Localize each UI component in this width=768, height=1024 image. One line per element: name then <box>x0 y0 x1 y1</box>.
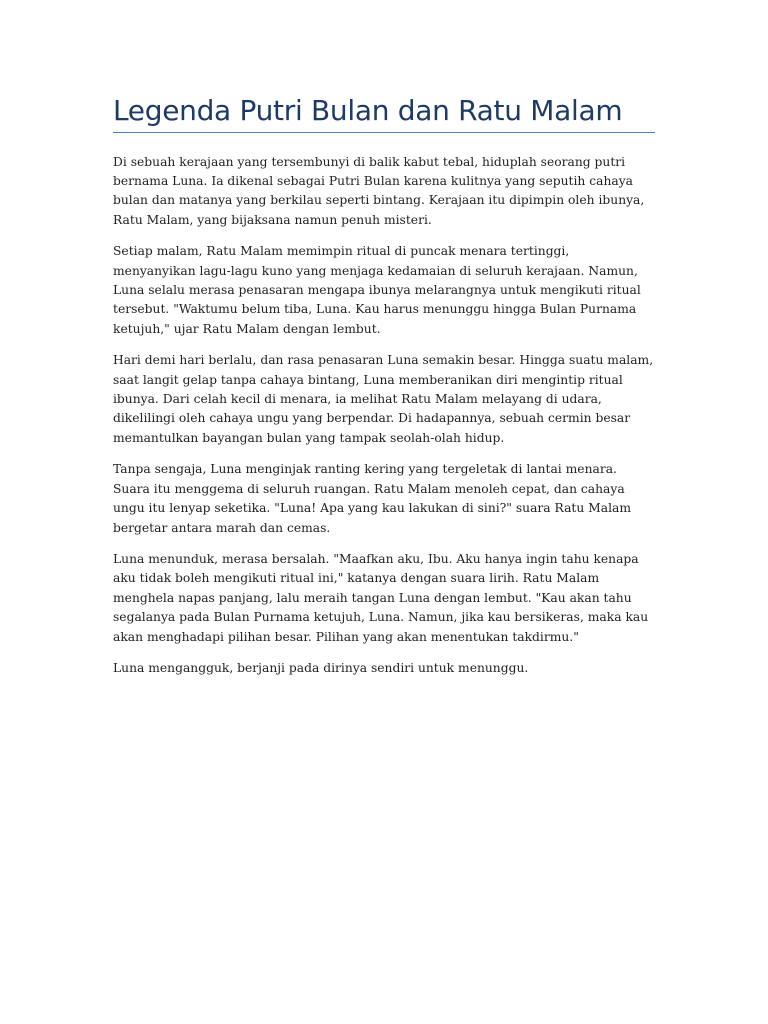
paragraph: Tanpa sengaja, Luna menginjak ranting kering yang tergeletak di lantai menara. Suara itu menggema di seluruh ruangan. Ratu Malam menoleh cepat, dan cahaya ungu itu lenyap seketika. "Luna! Apa yang kau lakukan di sini?" suara Ratu Malam bergetar antara marah dan cemas. <box>113 462 632 535</box>
paragraph: Luna menunduk, merasa bersalah. "Maafkan aku, Ibu. Aku hanya ingin tahu kenapa aku tidak boleh mengikuti ritual ini," katanya dengan suara lirih. Ratu Malam menghela napas panjang, lalu meraih tangan Luna dengan lembut. "Kau akan tahu segalanya pada Bulan Purnama ketujuh, Luna. Namun, jika kau bersikeras, maka kau akan menghadapi pilihan besar. Pilihan yang akan menentukan takdirmu." <box>113 551 649 644</box>
paragraph: Setiap malam, Ratu Malam memimpin ritual di puncak menara tertinggi, menyanyikan lagu-lagu kuno yang menjaga kedamaian di seluruh kerajaan. Namun, Luna selalu merasa penasaran mengapa ibunya melarangnya untuk mengikuti ritual tersebut. "Waktumu belum tiba, Luna. Kau harus menunggu hingga Bulan Purnama ketujuh," ujar Ratu Malam dengan lembut. <box>113 244 641 336</box>
paragraph: Luna mengangguk, berjanji pada dirinya sendiri untuk menunggu. <box>113 660 529 675</box>
paragraph: Hari demi hari berlalu, dan rasa penasaran Luna semakin besar. Hingga suatu malam, saat langit gelap tanpa cahaya bintang, Luna memberanikan diri mengintip ritual ibunya. Dari celah kecil di menara, ia melihat Ratu Malam melayang di udara, dikelilingi oleh cahaya ungu yang berpendar. Di hadapannya, sebuah cermin besar memantulkan bayangan bulan yang tampak seolah-olah hidup. <box>113 353 654 445</box>
paragraph: Di sebuah kerajaan yang tersembunyi di balik kabut tebal, hiduplah seorang putri bernama Luna. Ia dikenal sebagai Putri Bulan karena kulitnya yang seputih cahaya bulan dan matanya yang berkilau seperti bintang. Kerajaan itu dipimpin oleh ibunya, Ratu Malam, yang bijaksana namun penuh misteri. <box>113 154 645 227</box>
document-title: Legenda Putri Bulan dan Ratu Malam <box>113 94 623 127</box>
document-page <box>113 94 655 690</box>
document-body <box>113 153 655 679</box>
title-underline-rule <box>113 132 655 133</box>
